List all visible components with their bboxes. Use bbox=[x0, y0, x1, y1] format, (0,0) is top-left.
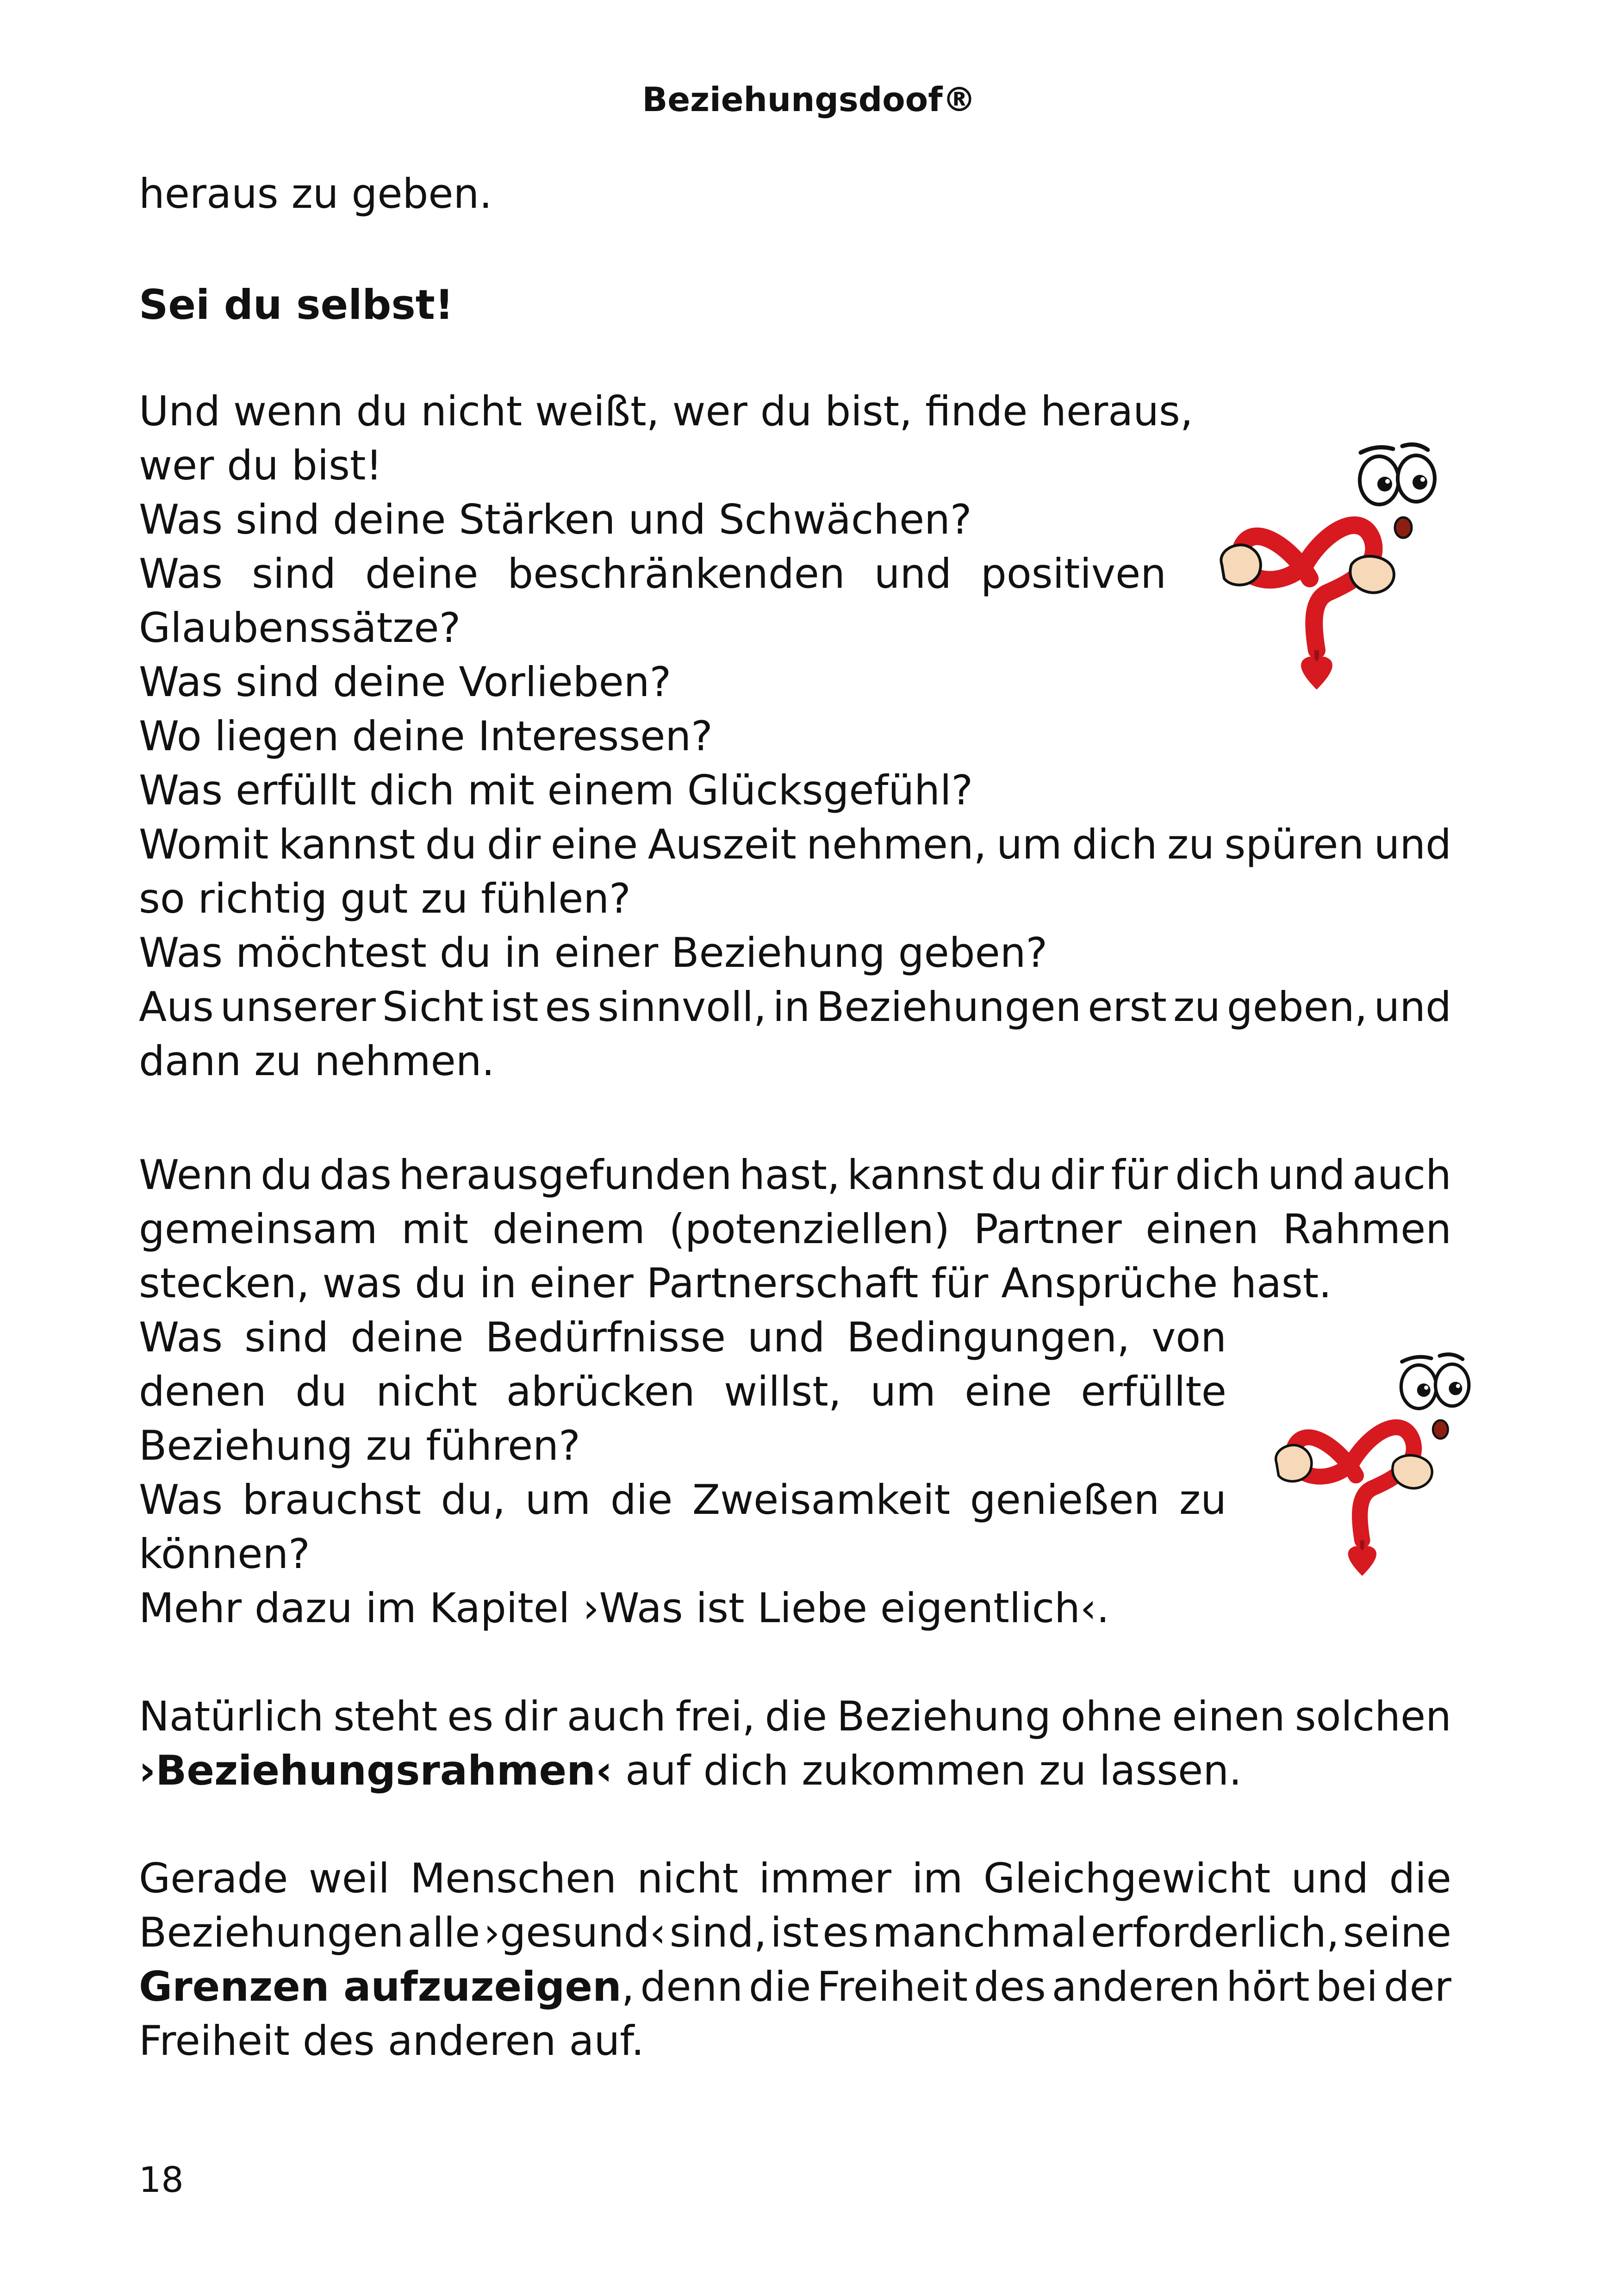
bold-term-beziehungsrahmen: ›Beziehungsrahmen‹ bbox=[139, 1747, 613, 1794]
freedom-paragraph bbox=[139, 1689, 1451, 1798]
questions-line-10: so richtig gut zu fühlen? bbox=[139, 875, 631, 922]
framework-line-4: Was sind deine Bedürfnisse und Bedingungen, von bbox=[139, 1313, 1226, 1361]
questions-line-2: wer du bist! bbox=[139, 442, 382, 489]
boundaries-line-4: Freiheit des anderen auf. bbox=[139, 2017, 644, 2065]
questions-line-5: Glaubenssätze? bbox=[139, 604, 461, 652]
questions-line-8: Was erfüllt dich mit einem Glücksgefühl? bbox=[139, 766, 973, 814]
framework-line-6: Beziehung zu führen? bbox=[139, 1422, 580, 1469]
framework-line-7: Was brauchst du, um die Zweisamkeit genießen zu bbox=[139, 1476, 1226, 1524]
boundaries-line-3: Grenzen aufzuzeigen, denn die Freiheit des anderen hört bei der bbox=[139, 1963, 1451, 2010]
boundaries-line-2: Beziehungen alle ›gesund‹ sind, ist es manchmal erforderlich, seine bbox=[139, 1909, 1451, 1956]
framework-line-9: Mehr dazu im Kapitel ›Was ist Liebe eigentlich‹. bbox=[139, 1584, 1110, 1632]
boundaries-line-1: Gerade weil Menschen nicht immer im Gleichgewicht und die bbox=[139, 1854, 1451, 1902]
freedom-line-1: Natürlich steht es dir auch frei, die Beziehung ohne einen solchen bbox=[139, 1692, 1451, 1740]
framework-line-3: stecken, was du in einer Partnerschaft für Ansprüche hast. bbox=[139, 1259, 1332, 1307]
boundaries-paragraph bbox=[139, 1851, 1451, 2068]
framework-line-5: denen du nicht abrücken willst, um eine erfüllte bbox=[139, 1368, 1226, 1415]
page-number: 18 bbox=[139, 2159, 184, 2200]
questions-line-7: Wo liegen deine Interessen? bbox=[139, 712, 713, 760]
questions-line-11: Was möchtest du in einer Beziehung geben? bbox=[139, 929, 1048, 977]
intro-line: heraus zu geben. bbox=[139, 170, 492, 218]
heart-question-mascot-svg bbox=[1213, 440, 1453, 699]
heart-question-mascot-icon bbox=[1213, 440, 1453, 699]
running-head: Beziehungsdoof® bbox=[642, 80, 976, 119]
framework-line-8: können? bbox=[139, 1530, 310, 1578]
questions-line-13: dann zu nehmen. bbox=[139, 1037, 495, 1085]
heart-question-mascot-icon bbox=[1268, 1347, 1486, 1587]
framework-line-1: Wenn du das herausgefunden hast, kannst du dir für dich und auch bbox=[139, 1151, 1451, 1199]
framework-line-2: gemeinsam mit deinem (potenziellen) Partner einen Rahmen bbox=[139, 1205, 1451, 1253]
questions-line-9: Womit kannst du dir eine Auszeit nehmen, um dich zu spüren und bbox=[139, 821, 1451, 868]
section-heading: Sei du selbst! bbox=[139, 281, 454, 329]
heart-question-mascot-svg bbox=[1268, 1347, 1486, 1587]
framework-paragraph bbox=[139, 1148, 1451, 1635]
questions-line-6: Was sind deine Vorlieben? bbox=[139, 658, 672, 706]
questions-line-12: Aus unserer Sicht ist es sinnvoll, in Beziehungen erst zu geben, und bbox=[139, 983, 1451, 1031]
questions-line-1: Und wenn du nicht weißt, wer du bist, finde heraus, bbox=[139, 387, 1193, 435]
questions-line-4: Was sind deine beschränkenden und positiven bbox=[139, 550, 1166, 597]
questions-line-3: Was sind deine Stärken und Schwächen? bbox=[139, 496, 972, 543]
freedom-line-2: ›Beziehungsrahmen‹ auf dich zukommen zu lassen. bbox=[139, 1747, 1242, 1794]
bold-term-grenzen: Grenzen aufzuzeigen bbox=[139, 1963, 622, 2010]
intro-continuation bbox=[139, 167, 492, 221]
